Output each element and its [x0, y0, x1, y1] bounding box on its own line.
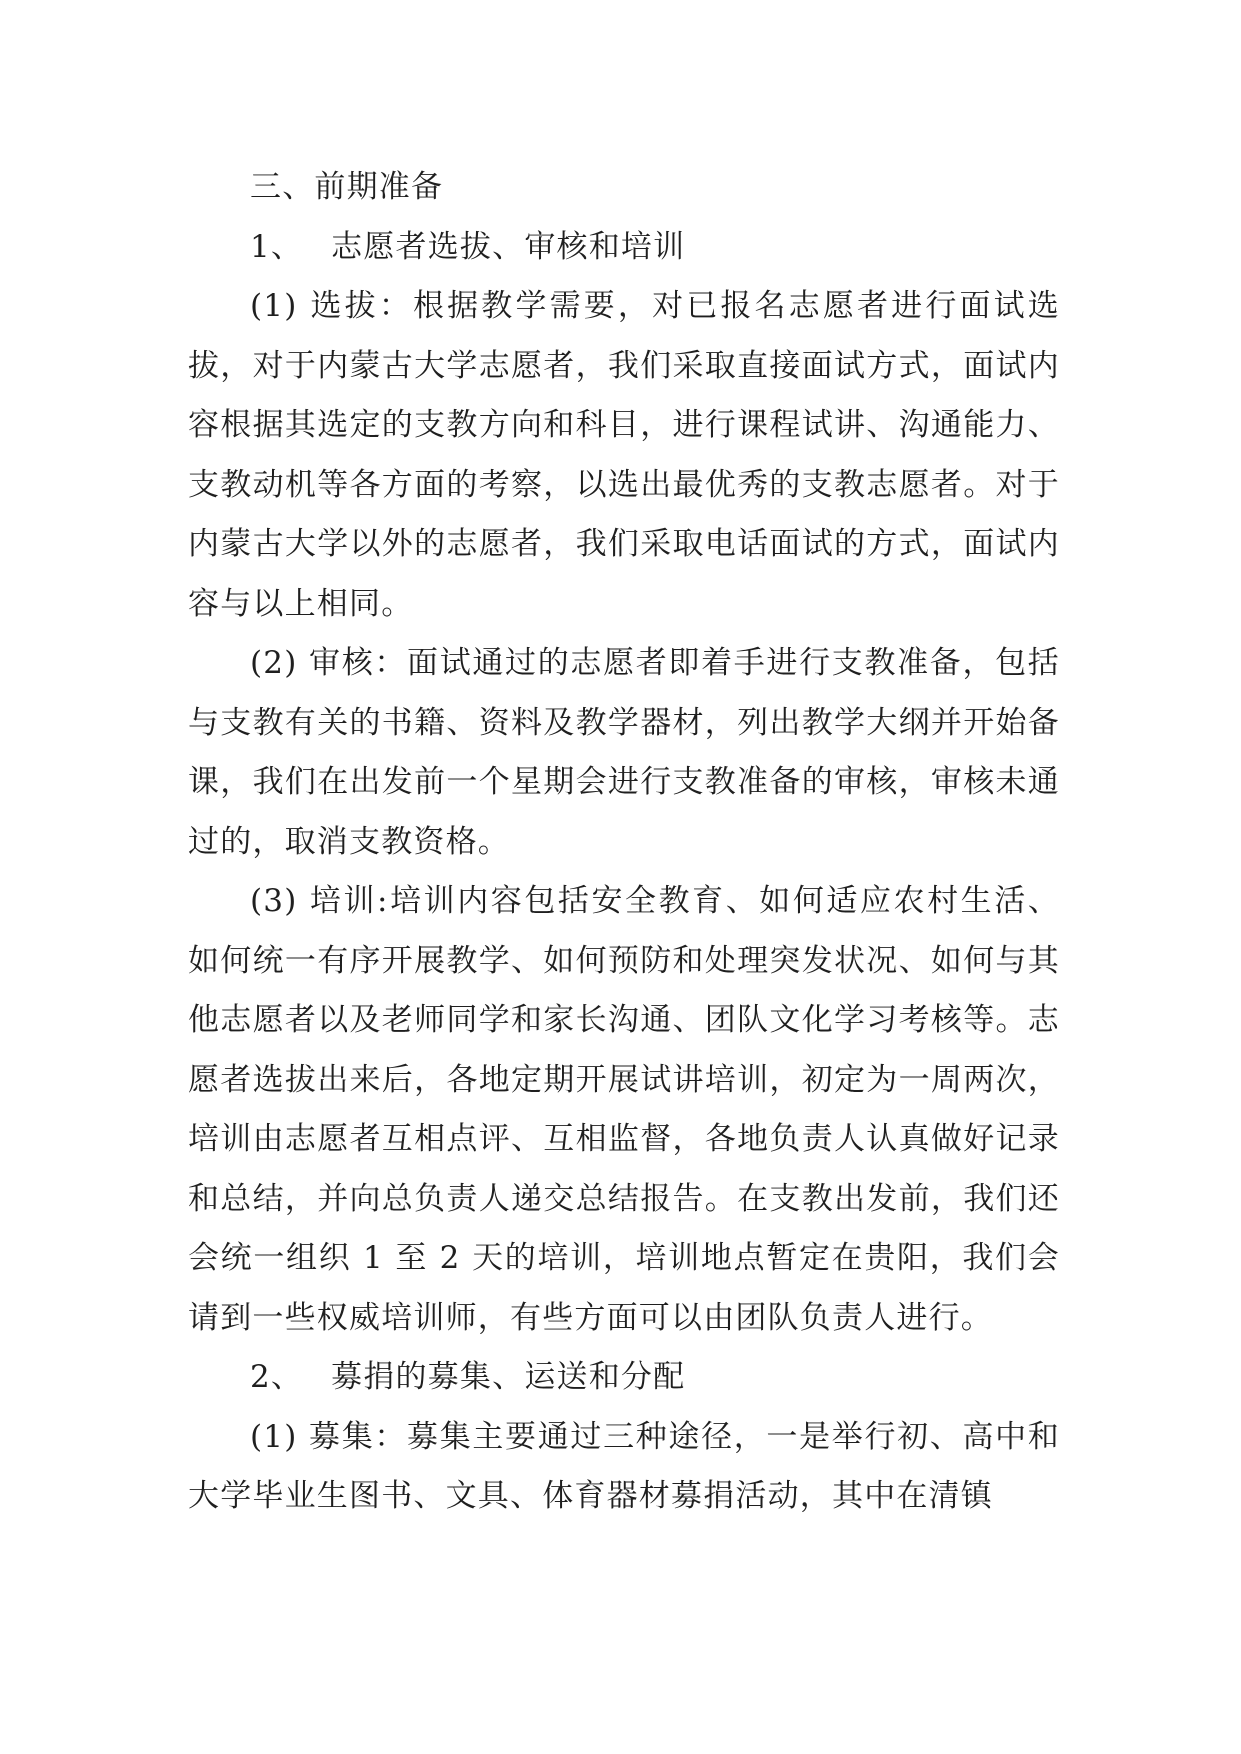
paragraph-review: (2) 审核：面试通过的志愿者即着手进行支教准备，包括与支教有关的书籍、资料及教学器材，列出教学大纲并开始备课，我们在出发前一个星期会进行支教准备的审核，审核未通过的，取消支教资格。 [188, 645, 1060, 860]
subsection-1-number: 1、 [250, 228, 304, 265]
subsection-1-title: 志愿者选拔、审核和培训 [331, 228, 686, 265]
subsection-2-title: 募捐的募集、运送和分配 [331, 1359, 686, 1395]
subsection-1-heading [188, 218, 1060, 278]
subsection-2-number: 2、 [250, 1359, 304, 1395]
section-heading: 三、前期准备 [250, 169, 444, 205]
paragraph-selection: (1) 选拔：根据教学需要，对已报名志愿者进行面试选拔，对于内蒙古大学志愿者，我们采取直接面试方式，面试内容根据其选定的支教方向和科目，进行课程试讲、沟通能力、支教动机等各方面的考察，以选出最优秀的支教志愿者。对于内蒙古大学以外的志愿者，我们采取电话面试的方式，面试内容与以上相同。 [188, 288, 1060, 622]
paragraph-collection: (1) 募集：募集主要通过三种途径，一是举行初、高中和大学毕业生图书、文具、体育器材募捐活动，其中在清镇 [188, 1418, 1060, 1514]
subsection-2-heading [188, 1348, 1060, 1408]
paragraph-training: (3) 培训:培训内容包括安全教育、如何适应农村生活、如何统一有序开展教学、如何预防和处理突发状况、如何与其他志愿者以及老师同学和家长沟通、团队文化学习考核等。志愿者选拔出来后，各地定期开展试讲培训，初定为一周两次，培训由志愿者互相点评、互相监督，各地负责人认真做好记录和总结，并向总负责人递交总结报告。在支教出发前，我们还会统一组织 1 至 2 天的培训，培训地点暂定在贵阳，我们会请到一些权威培训师，有些方面可以由团队负责人进行。 [188, 883, 1060, 1336]
document-body [188, 158, 1060, 1527]
